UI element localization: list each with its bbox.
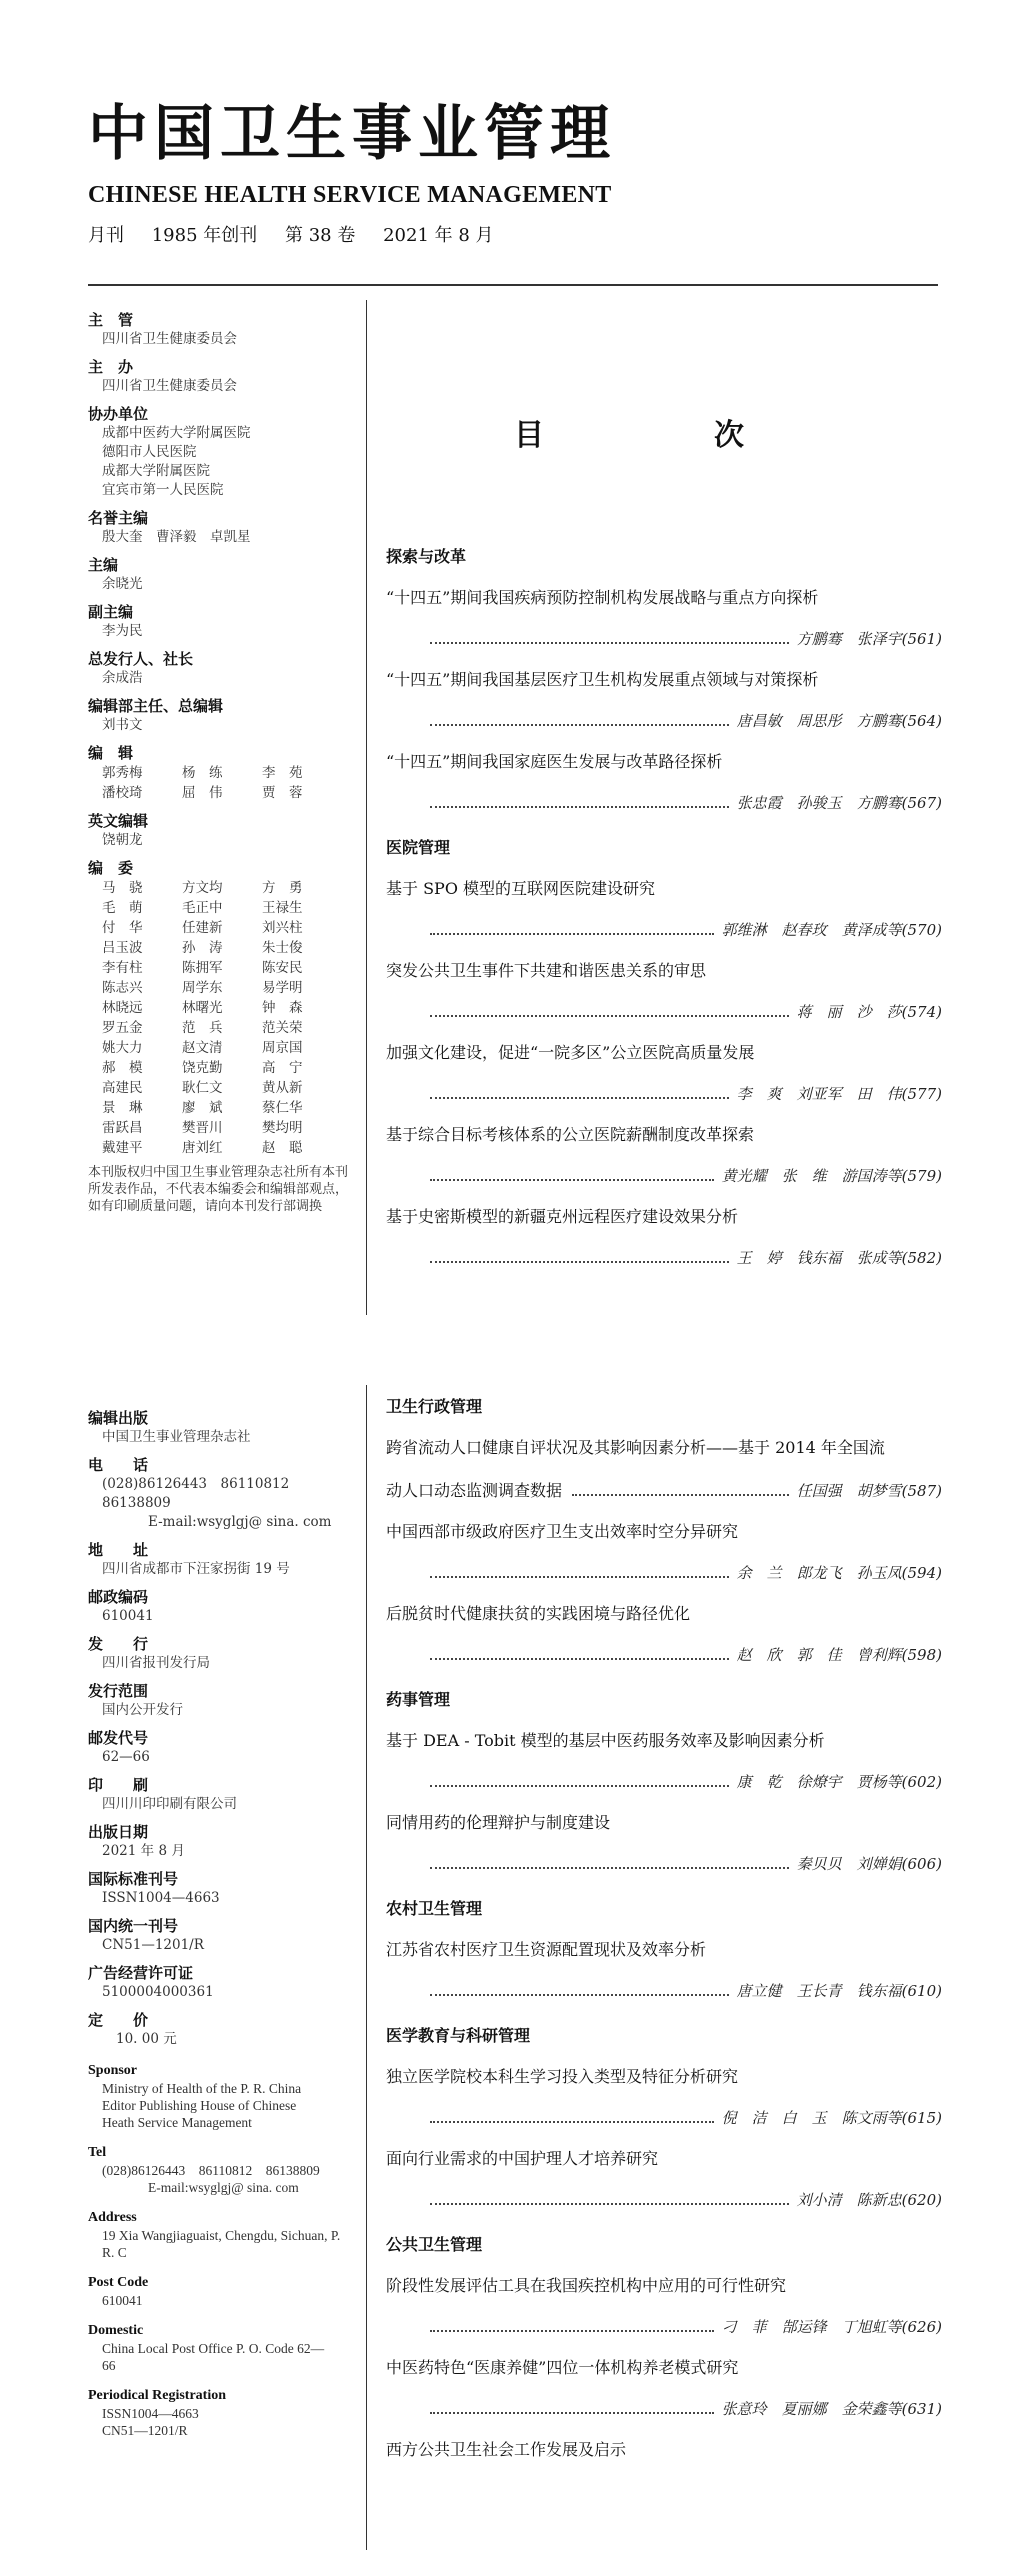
name-row xyxy=(88,1098,354,1118)
info-value: 宜宾市第一人民医院 xyxy=(102,482,224,498)
toc-entry[interactable] xyxy=(386,667,942,731)
info-value: ISSN1004—4663 xyxy=(102,1890,220,1906)
name-row xyxy=(88,763,354,783)
info-value: 余成浩 xyxy=(102,670,143,686)
article-title: 江苏省农村医疗卫生资源配置现状及效率分析 xyxy=(386,1940,707,1959)
info-block-en xyxy=(88,2061,354,2131)
founded: 1985 年创刊 xyxy=(151,225,258,246)
name-row xyxy=(88,958,354,978)
article-authors: 郭维淋 赵春玫 黄泽成等(570) xyxy=(721,921,942,939)
info-label: Domestic xyxy=(88,2323,144,2338)
toc-entry[interactable] xyxy=(386,876,942,940)
info-label: 副主编 xyxy=(88,603,134,621)
article-title: “十四五”期间我国基层医疗卫生机构发展重点领域与对策探析 xyxy=(386,670,819,689)
toc-entry[interactable] xyxy=(386,1601,942,1665)
masthead-info-bottom xyxy=(88,1400,354,2439)
person-name: 钟 森 xyxy=(262,1000,303,1016)
volume: 第 38 卷 xyxy=(285,225,356,246)
person-name: 毛 萌 xyxy=(102,900,143,916)
info-label: 名誉主编 xyxy=(88,509,149,527)
article-byline xyxy=(386,1165,942,1186)
info-value: Editor Publishing House of Chinese xyxy=(102,2098,297,2113)
info-value: 四川省报刊发行局 xyxy=(102,1655,210,1671)
info-label: 主 办 xyxy=(88,358,134,376)
journal-title-cn: 中国卫生事业管理 xyxy=(88,99,616,169)
info-block xyxy=(88,1409,354,1447)
name-row xyxy=(88,1058,354,1078)
person-name: 潘校琦 xyxy=(102,785,143,801)
info-value: 成都中医药大学附属医院 xyxy=(102,425,251,441)
article-byline xyxy=(386,919,942,940)
info-value: 四川省卫生健康委员会 xyxy=(102,378,237,394)
article-authors: 秦贝贝 刘婵娟(606) xyxy=(796,1855,942,1873)
info-value: 李为民 xyxy=(102,623,143,639)
info-value: China Local Post Office P. O. Code 62— xyxy=(102,2341,325,2356)
article-title: 后脱贫时代健康扶贫的实践困境与路径优化 xyxy=(386,1604,691,1623)
person-name: 付 华 xyxy=(102,920,143,936)
info-label: 发行范围 xyxy=(88,1682,149,1700)
person-name: 雷跃昌 xyxy=(102,1120,143,1136)
info-value: 德阳市人民医院 xyxy=(102,444,197,460)
info-value: Heath Service Management xyxy=(102,2115,252,2130)
toc-entry[interactable] xyxy=(386,2355,942,2419)
toc-entry[interactable] xyxy=(386,2273,942,2337)
person-name: 马 骁 xyxy=(102,880,143,896)
person-name: 朱士俊 xyxy=(262,940,303,956)
name-row xyxy=(88,1038,354,1058)
info-value: R. C xyxy=(102,2245,127,2260)
name-row xyxy=(88,978,354,998)
english-editor-label: 英文编辑 xyxy=(88,812,149,830)
editors-label: 编 辑 xyxy=(88,744,134,762)
name-row xyxy=(88,1018,354,1038)
info-label: 发 行 xyxy=(88,1635,149,1653)
leader-dots xyxy=(430,1785,729,1787)
leader-dots xyxy=(430,1994,729,1996)
section-heading: 医院管理 xyxy=(386,838,451,857)
info-value: E-mail:wsyglgj@ sina. com xyxy=(148,2180,299,2195)
person-name: 刘兴柱 xyxy=(262,920,303,936)
info-label: 编辑出版 xyxy=(88,1409,149,1427)
toc-entry[interactable] xyxy=(386,1204,942,1268)
person-name: 唐刘红 xyxy=(182,1140,223,1156)
article-authors: 蒋 丽 沙 莎(574) xyxy=(796,1003,942,1021)
copyright-note: 本刊版权归中国卫生事业管理杂志社所有本刊所发表作品，不代表本编委会和编辑部观点，如有印刷质量问题，请向本刊发行部调换 xyxy=(88,1165,349,1214)
article-byline xyxy=(386,1853,942,1874)
name-row xyxy=(88,783,354,803)
person-name: 范关荣 xyxy=(262,1020,303,1036)
person-name: 方 勇 xyxy=(262,880,303,896)
person-name: 罗五金 xyxy=(102,1020,143,1036)
contents-title: 目 次 xyxy=(514,418,814,453)
masthead-info-top xyxy=(88,302,354,1215)
person-name: 饶克勤 xyxy=(182,1060,223,1076)
info-block xyxy=(88,1776,354,1814)
leader-dots xyxy=(430,724,729,726)
person-name: 林晓远 xyxy=(102,1000,143,1016)
person-name: 方文均 xyxy=(182,880,223,896)
article-authors: 任国强 胡梦雪(587) xyxy=(796,1482,942,1500)
section-heading: 探索与改革 xyxy=(386,547,467,566)
info-block-en xyxy=(88,2321,354,2374)
info-label: 邮政编码 xyxy=(88,1588,149,1606)
info-value: 10. 00 元 xyxy=(116,2031,177,2047)
info-value: 殷大奎 曹泽毅 卓凯星 xyxy=(102,529,251,545)
person-name: 廖 斌 xyxy=(182,1100,223,1116)
frequency: 月刊 xyxy=(88,225,124,246)
article-byline xyxy=(386,1644,942,1665)
info-value: 2021 年 8 月 xyxy=(102,1843,185,1859)
article-authors: 刁 菲 郜运锋 丁旭虹等(626) xyxy=(721,2318,942,2336)
article-title: 中医药特色“医康养健”四位一体机构养老模式研究 xyxy=(386,2358,739,2377)
person-name: 周学东 xyxy=(182,980,223,996)
article-title: 面向行业需求的中国护理人才培养研究 xyxy=(386,2149,659,2168)
person-name: 蔡仁华 xyxy=(262,1100,303,1116)
leader-dots xyxy=(430,1867,789,1869)
leader-dots xyxy=(430,2330,714,2332)
masthead xyxy=(88,96,948,247)
name-row xyxy=(88,998,354,1018)
info-label: Sponsor xyxy=(88,2063,138,2078)
info-block xyxy=(88,1456,354,1532)
person-name: 吕玉波 xyxy=(102,940,143,956)
person-name: 郭秀梅 xyxy=(102,765,143,781)
journal-title-en: CHINESE HEALTH SERVICE MANAGEMENT xyxy=(88,182,612,208)
article-authors: 康 乾 徐燎宇 贾杨等(602) xyxy=(736,1773,942,1791)
info-value: 19 Xia Wangjiaguaist, Chengdu, Sichuan, P. xyxy=(102,2228,341,2243)
info-block xyxy=(88,1682,354,1720)
person-name: 赵 聪 xyxy=(262,1140,303,1156)
article-authors: 唐昌敏 周思彤 方鹏骞(564) xyxy=(736,712,942,730)
article-authors: 余 兰 郎龙飞 孙玉凤(594) xyxy=(736,1564,942,1582)
info-block xyxy=(88,603,354,641)
section-heading: 卫生行政管理 xyxy=(386,1397,483,1416)
toc-entry[interactable] xyxy=(386,1937,942,2001)
toc-entry[interactable] xyxy=(386,958,942,1022)
info-value: 国内公开发行 xyxy=(102,1702,183,1718)
person-name: 王禄生 xyxy=(262,900,303,916)
article-title: 基于综合目标考核体系的公立医院薪酬制度改革探索 xyxy=(386,1125,755,1144)
info-value: 四川川印印刷有限公司 xyxy=(102,1796,237,1812)
toc-entry[interactable] xyxy=(386,1040,942,1104)
info-value: E-mail:wsyglgj@ sina. com xyxy=(148,1514,332,1530)
person-name: 陈安民 xyxy=(262,960,303,976)
leader-dots xyxy=(430,2203,789,2205)
info-label: Periodical Registration xyxy=(88,2388,227,2403)
english-editor-name: 饶朝龙 xyxy=(102,832,143,848)
article-byline xyxy=(386,710,942,731)
info-block xyxy=(88,697,354,735)
article-authors: 唐立健 王长青 钱东福(610) xyxy=(736,1982,942,2000)
info-value: Ministry of Health of the P. R. China xyxy=(102,2081,302,2096)
info-value: 610041 xyxy=(102,2293,143,2308)
toc-entry[interactable] xyxy=(386,1728,942,1792)
info-label: 电 话 xyxy=(88,1456,149,1474)
info-block xyxy=(88,358,354,396)
leader-dots xyxy=(430,933,714,935)
person-name: 李有柱 xyxy=(102,960,143,976)
person-name: 范 兵 xyxy=(182,1020,223,1036)
info-label: Address xyxy=(88,2210,137,2225)
info-block xyxy=(88,556,354,594)
article-byline xyxy=(386,2398,942,2419)
article-title: 突发公共卫生事件下共建和谐医患关系的审思 xyxy=(386,961,707,980)
info-value: 5100004000361 xyxy=(102,1984,214,2000)
leader-dots xyxy=(430,1179,714,1181)
article-byline xyxy=(386,792,942,813)
article-title: 基于 DEA - Tobit 模型的基层中医药服务效率及影响因素分析 xyxy=(386,1731,825,1750)
info-value: CN51—1201/R xyxy=(102,1937,204,1953)
article-byline xyxy=(386,628,942,649)
info-value: 成都大学附属医院 xyxy=(102,463,210,479)
info-value: 余晓光 xyxy=(102,576,143,592)
info-block-en xyxy=(88,2386,354,2439)
article-byline xyxy=(386,2316,942,2337)
name-row xyxy=(88,1078,354,1098)
info-block xyxy=(88,1729,354,1767)
person-name: 毛正中 xyxy=(182,900,223,916)
person-name: 陈拥军 xyxy=(182,960,223,976)
name-row xyxy=(88,1118,354,1138)
person-name: 周京国 xyxy=(262,1040,303,1056)
leader-dots xyxy=(430,1097,729,1099)
info-value: 四川省卫生健康委员会 xyxy=(102,331,237,347)
toc-entry[interactable] xyxy=(386,1435,942,1501)
person-name: 孙 涛 xyxy=(182,940,223,956)
person-name: 景 琳 xyxy=(102,1100,143,1116)
section-heading: 医学教育与科研管理 xyxy=(386,2026,531,2045)
info-block xyxy=(88,1541,354,1579)
person-name: 任建新 xyxy=(182,920,223,936)
article-title-continued: 动人口动态监测调查数据 xyxy=(386,1481,563,1500)
issue-date: 2021 年 8 月 xyxy=(383,225,494,246)
person-name: 高 宁 xyxy=(262,1060,303,1076)
info-block xyxy=(88,1870,354,1908)
info-value: 刘书文 xyxy=(102,717,143,733)
info-block-en xyxy=(88,2208,354,2261)
person-name: 樊晋川 xyxy=(182,1120,223,1136)
info-value: 62—66 xyxy=(102,1749,150,1765)
info-block xyxy=(88,650,354,688)
article-title: 中国西部市级政府医疗卫生支出效率时空分异研究 xyxy=(386,1522,739,1541)
info-value: ISSN1004—4663 xyxy=(102,2406,199,2421)
leader-dots xyxy=(430,1261,729,1263)
info-value: 610041 xyxy=(102,1608,154,1624)
article-byline xyxy=(386,1001,942,1022)
section-heading: 公共卫生管理 xyxy=(386,2235,483,2254)
info-block xyxy=(88,1917,354,1955)
info-block xyxy=(88,1635,354,1673)
info-label: 协办单位 xyxy=(88,405,149,423)
info-label: 国际标准刊号 xyxy=(88,1870,179,1888)
person-name: 李 苑 xyxy=(262,765,303,781)
article-authors: 刘小清 陈新忠(620) xyxy=(796,2191,942,2209)
person-name: 高建民 xyxy=(102,1080,143,1096)
article-byline xyxy=(386,1771,942,1792)
leader-dots xyxy=(430,806,729,808)
article-title: 阶段性发展评估工具在我国疾控机构中应用的可行性研究 xyxy=(386,2276,787,2295)
info-block-en xyxy=(88,2143,354,2196)
issue-info xyxy=(88,221,948,247)
info-label: 主编 xyxy=(88,556,119,574)
article-authors: 黄光耀 张 维 游国涛等(579) xyxy=(721,1167,942,1185)
article-authors: 张意玲 夏丽娜 金荣鑫等(631) xyxy=(721,2400,942,2418)
person-name: 赵文清 xyxy=(182,1040,223,1056)
leader-dots xyxy=(430,2412,714,2414)
toc-entry[interactable] xyxy=(386,749,942,813)
info-label: 定 价 xyxy=(88,2011,149,2029)
info-label: 印 刷 xyxy=(88,1776,149,1794)
info-value: 66 xyxy=(102,2358,116,2373)
info-block xyxy=(88,311,354,349)
info-value: 中国卫生事业管理杂志社 xyxy=(102,1429,251,1445)
info-label: 国内统一刊号 xyxy=(88,1917,179,1935)
column-divider-top xyxy=(366,300,367,1315)
info-block xyxy=(88,1588,354,1626)
article-title: 西方公共卫生社会工作发展及启示 xyxy=(386,2440,627,2459)
leader-dots xyxy=(430,2121,714,2123)
article-title: 基于史密斯模型的新疆克州远程医疗建设效果分析 xyxy=(386,1207,739,1226)
person-name: 黄从新 xyxy=(262,1080,303,1096)
info-block xyxy=(88,1964,354,2002)
article-authors: 赵 欣 郭 佳 曾利辉(598) xyxy=(736,1646,942,1664)
info-value: (028)86126443 86110812 86138809 xyxy=(102,2163,320,2178)
person-name: 耿仁文 xyxy=(182,1080,223,1096)
article-title: 基于 SPO 模型的互联网医院建设研究 xyxy=(386,879,656,898)
leader-dots xyxy=(430,1015,789,1017)
person-name: 戴建平 xyxy=(102,1140,143,1156)
article-byline xyxy=(386,1478,942,1501)
article-byline xyxy=(386,2189,942,2210)
article-authors: 张忠霞 孙骏玉 方鹏骞(567) xyxy=(736,794,942,812)
article-title: 同情用药的伦理辩护与制度建设 xyxy=(386,1813,611,1832)
info-block xyxy=(88,2011,354,2049)
article-title: 跨省流动人口健康自评状况及其影响因素分析——基于 2014 年全国流 xyxy=(386,1438,885,1457)
person-name: 杨 练 xyxy=(182,765,223,781)
info-value: 四川省成都市下汪家拐街 19 号 xyxy=(102,1561,290,1577)
toc-entry[interactable] xyxy=(386,2064,942,2128)
info-block-en xyxy=(88,2273,354,2309)
person-name: 易学明 xyxy=(262,980,303,996)
article-title: 独立医学院校本科生学习投入类型及特征分析研究 xyxy=(386,2067,739,2086)
article-authors: 方鹏骞 张泽宇(561) xyxy=(796,630,942,648)
info-label: Post Code xyxy=(88,2275,149,2290)
info-label: Tel xyxy=(88,2145,107,2160)
info-label: 广告经营许可证 xyxy=(88,1964,194,1982)
section-heading: 药事管理 xyxy=(386,1690,451,1709)
info-block xyxy=(88,509,354,547)
article-title: “十四五”期间我国家庭医生发展与改革路径探析 xyxy=(386,752,723,771)
article-authors: 李 爽 刘亚军 田 伟(577) xyxy=(736,1085,942,1103)
person-name: 陈志兴 xyxy=(102,980,143,996)
article-authors: 王 婷 钱东福 张成等(582) xyxy=(736,1249,942,1267)
person-name: 姚大力 xyxy=(102,1040,143,1056)
person-name: 林曙光 xyxy=(182,1000,223,1016)
person-name: 樊均明 xyxy=(262,1120,303,1136)
person-name: 郝 模 xyxy=(102,1060,143,1076)
leader-dots xyxy=(430,642,789,644)
article-byline xyxy=(386,1980,942,2001)
name-row xyxy=(88,918,354,938)
toc-entry[interactable] xyxy=(386,2146,942,2210)
info-label: 总发行人、社长 xyxy=(88,650,194,668)
info-label: 地 址 xyxy=(88,1541,149,1559)
table-of-contents-bottom xyxy=(386,1394,942,2460)
leader-dots xyxy=(430,1658,729,1660)
info-value: CN51—1201/R xyxy=(102,2423,188,2438)
info-label: 主 管 xyxy=(88,311,134,329)
name-row xyxy=(88,1138,354,1158)
toc-entry[interactable] xyxy=(386,1122,942,1186)
leader-dots xyxy=(572,1494,789,1496)
info-label: 邮发代号 xyxy=(88,1729,149,1747)
toc-entry[interactable] xyxy=(386,585,942,649)
name-row xyxy=(88,938,354,958)
person-name: 贾 蓉 xyxy=(262,785,303,801)
article-title: “十四五”期间我国疾病预防控制机构发展战略与重点方向探析 xyxy=(386,588,819,607)
article-authors: 倪 洁 白 玉 陈文雨等(615) xyxy=(721,2109,942,2127)
info-block xyxy=(88,1823,354,1861)
toc-entry[interactable] xyxy=(386,2437,942,2460)
article-byline xyxy=(386,1562,942,1583)
column-divider-bottom xyxy=(366,1385,367,2550)
article-byline xyxy=(386,1247,942,1268)
toc-entry[interactable] xyxy=(386,1519,942,1583)
committee-label: 编 委 xyxy=(88,859,134,877)
name-row xyxy=(88,878,354,898)
info-label: 出版日期 xyxy=(88,1823,149,1841)
header-rule xyxy=(88,284,938,286)
article-byline xyxy=(386,1083,942,1104)
leader-dots xyxy=(430,1576,729,1578)
info-label: 编辑部主任、总编辑 xyxy=(88,697,224,715)
article-title: 加强文化建设，促进“一院多区”公立医院高质量发展 xyxy=(386,1043,755,1062)
info-value: (028)86126443 86110812 86138809 xyxy=(102,1476,303,1511)
name-row xyxy=(88,898,354,918)
section-heading: 农村卫生管理 xyxy=(386,1899,483,1918)
article-byline xyxy=(386,2107,942,2128)
table-of-contents-top xyxy=(386,410,942,1268)
info-block xyxy=(88,405,354,500)
toc-entry[interactable] xyxy=(386,1810,942,1874)
person-name: 屈 伟 xyxy=(182,785,223,801)
